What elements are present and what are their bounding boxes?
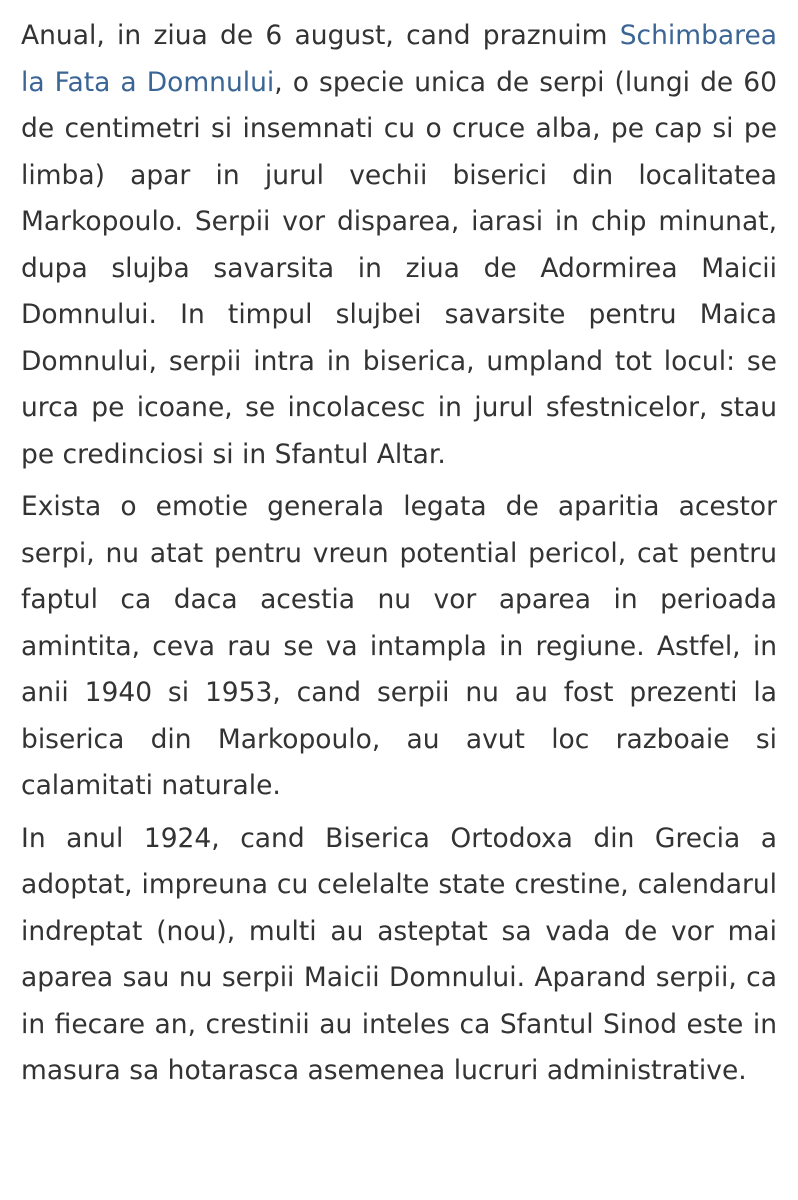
- paragraph-2: Exista o emotie generala legata de aparitia acestor serpi, nu atat pentru vreun potential pericol, cat pentru faptul ca daca acestia nu vor aparea in perioada amintita, ceva rau se va intampla in regiune. Astfel, in anii 1940 si 1953, cand serpii nu au fost prezenti la biserica din Markopoulo, au avut loc razboaie si calamitati naturale.: [21, 491, 777, 801]
- paragraph-1-intro: Anual, in ziua de 6 august, cand praznuim: [21, 20, 620, 51]
- paragraph-1: [21, 13, 777, 478]
- link-schimbarea-la-fata[interactable]: Schimbarea la Fata a Domnului: [21, 20, 777, 98]
- paragraph-3: In anul 1924, cand Biserica Ortodoxa din Grecia a adoptat, impreuna cu celelalte state crestine, calendarul indreptat (nou), multi au asteptat sa vada de vor mai aparea sau nu serpii Maicii Domnului. Aparand serpii, ca in fiecare an, crestinii au inteles ca Sfantul Sinod este in masura sa hotarasca asemenea lucruri administrative.: [21, 822, 777, 1086]
- paragraph-1-rest: , o specie unica de serpi (lungi de 60 de centimetri si insemnati cu o cruce alba, pe cap si pe limba) apar in jurul vechii biserici din localitatea Markopoulo. Serpii vor disparea, iarasi in chip minunat, dupa slujba savarsita in ziua de Adormirea Maicii Domnului. In timpul slujbei savarsite pentru Maica Domnului, serpii intra in biserica, umpland tot locul: se urca pe icoane, se incolacesc in jurul sfestnicelor, stau pe credinciosi si in Sfantul Altar.: [21, 66, 777, 470]
